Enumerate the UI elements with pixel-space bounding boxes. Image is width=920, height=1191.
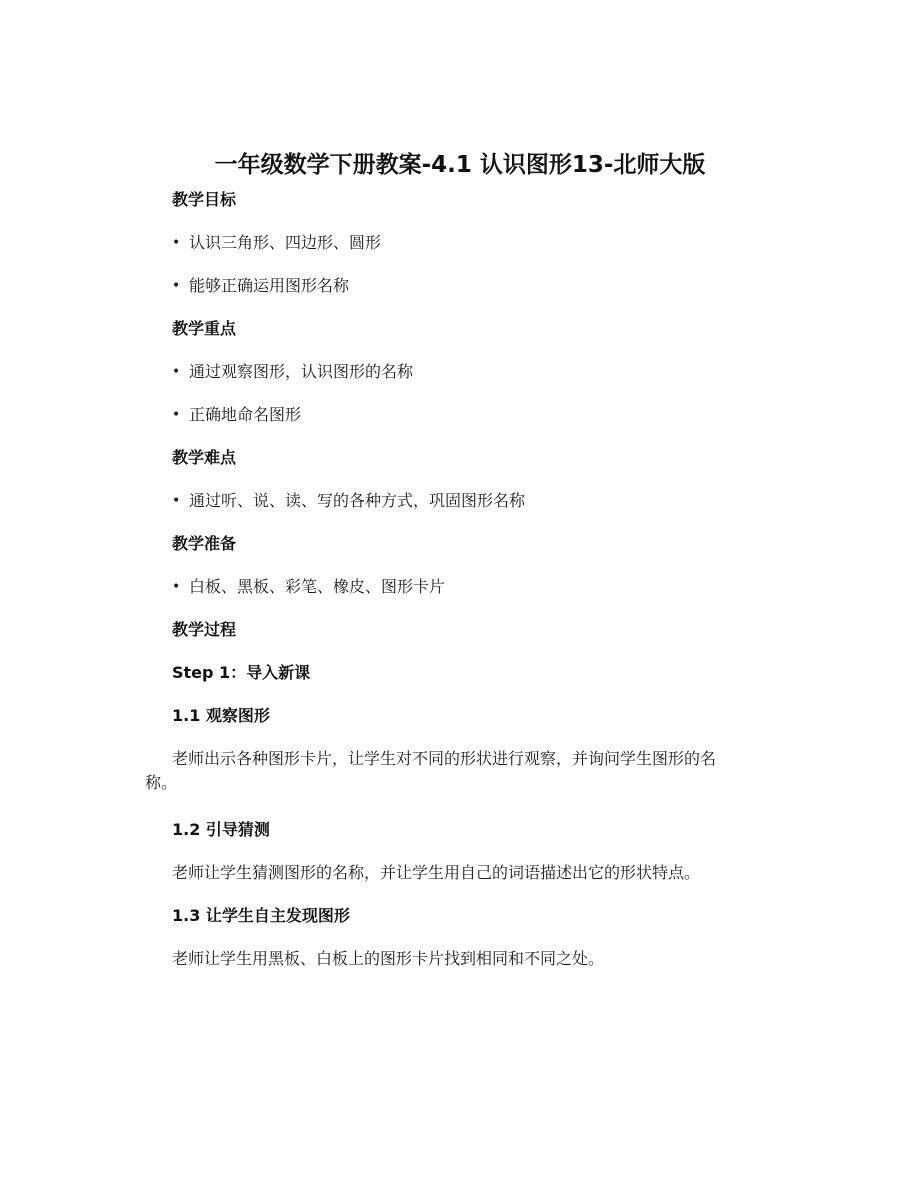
section-1-1-paragraph (145, 747, 792, 795)
bullet-icon: • (172, 364, 181, 380)
objectives-heading: 教学目标 (172, 190, 237, 209)
bullet-icon: • (172, 235, 181, 251)
process-heading: 教学过程 (172, 620, 237, 639)
difficulty-text-1: 通过听、说、读、写的各种方式，巩固图形名称 (189, 491, 526, 510)
document-title: 一年级数学下册教案-4.1 认识图形13-北师大版 (214, 152, 706, 178)
keypoint-text-1: 通过观察图形，认识图形的名称 (189, 362, 414, 381)
keypoints-heading: 教学重点 (172, 319, 237, 338)
section-1-1-heading: 1.1 观察图形 (172, 706, 270, 725)
objective-text-1: 认识三角形、四边形、圆形 (189, 233, 382, 252)
bullet-icon: • (172, 579, 181, 595)
bullet-icon: • (172, 278, 181, 294)
section-1-1-text-line-1: 老师出示各种图形卡片，让学生对不同的形状进行观察，并询问学生图形的名 (172, 749, 717, 768)
keypoint-text-2: 正确地命名图形 (189, 405, 302, 424)
section-1-3-text: 老师让学生用黑板、白板上的图形卡片找到相同和不同之处。 (172, 949, 605, 968)
keypoint-item-2 (172, 403, 301, 427)
section-1-1-text-line-2: 称。 (145, 773, 178, 792)
step1-heading: Step 1：导入新课 (172, 663, 311, 682)
objective-item-1 (172, 231, 381, 255)
bullet-icon: • (172, 407, 181, 423)
preparation-item-1 (172, 575, 445, 599)
keypoint-item-1 (172, 360, 413, 384)
section-1-2-heading: 1.2 引导猜测 (172, 820, 270, 839)
difficulties-heading: 教学难点 (172, 448, 237, 467)
preparation-heading: 教学准备 (172, 534, 237, 553)
section-1-2-text: 老师让学生猜测图形的名称，并让学生用自己的词语描述出它的形状特点。 (172, 863, 701, 882)
bullet-icon: • (172, 493, 181, 509)
objective-text-2: 能够正确运用图形名称 (189, 276, 350, 295)
difficulty-item-1 (172, 489, 525, 513)
preparation-text-1: 白板、黑板、彩笔、橡皮、图形卡片 (189, 577, 446, 596)
objective-item-2 (172, 274, 349, 298)
section-1-3-heading: 1.3 让学生自主发现图形 (172, 906, 350, 925)
